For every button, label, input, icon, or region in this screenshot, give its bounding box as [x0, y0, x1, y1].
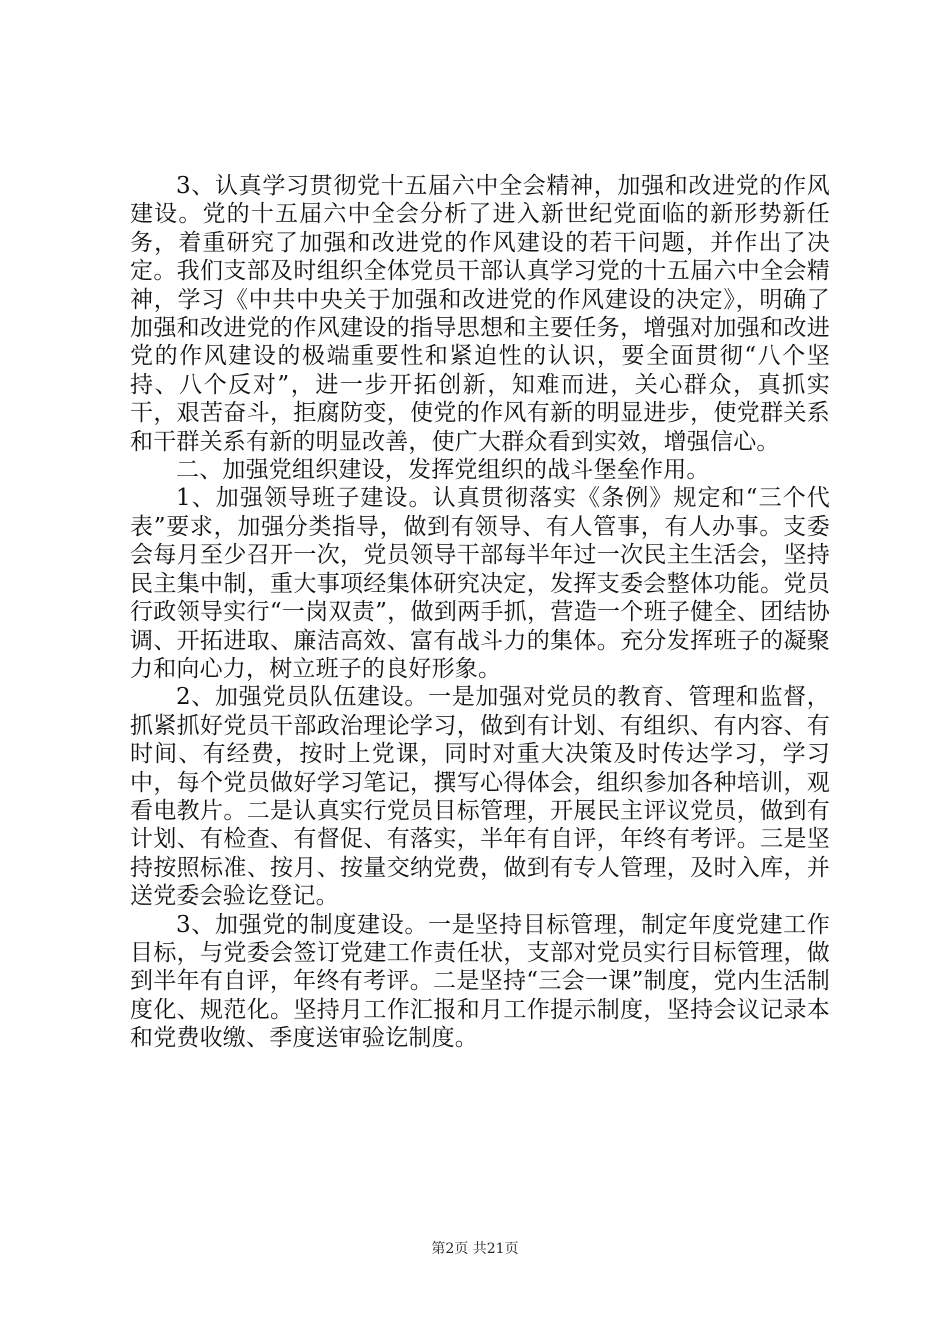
page-number-footer: 第2页 共21页: [431, 1241, 519, 1257]
paragraph-leadership-building: 1、加强领导班子建设。认真贯彻落实《条例》规定和“三个代表”要求，加强分类指导，做到有领导、有人管事，有人办事。支委会每月至少召开一次，党员领导干部每半年过一次民主生活会，坚持民主集中制，重大事项经集体研究决定，发挥支委会整体功能。党员行政领导实行“一岗双责”，做到两手抓，营造一个班子健全、团结协调、开拓进取、廉洁高效、富有战斗力的集体。充分发挥班子的凝聚力和向心力，树立班子的良好形象。: [130, 485, 830, 682]
document-body: [130, 172, 830, 1053]
paragraph-member-team-building: 2、加强党员队伍建设。一是加强对党员的教育、管理和监督，抓紧抓好党员干部政治理论学习，做到有计划、有组织、有内容、有时间、有经费，按时上党课，同时对重大决策及时传达学习，学习中，每个党员做好学习笔记，撰写心得体会，组织参加各种培训，观看电教片。二是认真实行党员目标管理，开展民主评议党员，做到有计划、有检查、有督促、有落实，半年有自评，年终有考评。三是坚持按照标准、按月、按量交纳党费，做到有专人管理，及时入库，并送党委会验讫登记。: [130, 684, 830, 910]
paragraph-system-building: 3、加强党的制度建设。一是坚持目标管理，制定年度党建工作目标，与党委会签订党建工作责任状，支部对党员实行目标管理，做到半年有自评，年终有考评。二是坚持“三会一课”制度，党内生活制度化、规范化。坚持月工作汇报和月工作提示制度，坚持会议记录本和党费收缴、季度送审验讫制度。: [130, 911, 830, 1052]
paragraph-party-style-building: 3、认真学习贯彻党十五届六中全会精神，加强和改进党的作风建设。党的十五届六中全会分析了进入新世纪党面临的新形势新任务，着重研究了加强和改进党的作风建设的若干问题，并作出了决定。我们支部及时组织全体党员干部认真学习党的十五届六中全会精神，学习《中共中央关于加强和改进党的作风建设的决定》，明确了加强和改进党的作风建设的指导思想和主要任务，增强对加强和改进党的作风建设的极端重要性和紧迫性的认识，要全面贯彻“八个坚持、八个反对”，进一步开拓创新，知难而进，关心群众，真抓实干，艰苦奋斗，拒腐防变，使党的作风有新的明显进步，使党群关系和干群关系有新的明显改善，使广大群众看到实效，增强信心。: [130, 173, 830, 455]
section-heading-organization-building: 二、加强党组织建设，发挥党组织的战斗堡垒作用。: [176, 457, 710, 484]
